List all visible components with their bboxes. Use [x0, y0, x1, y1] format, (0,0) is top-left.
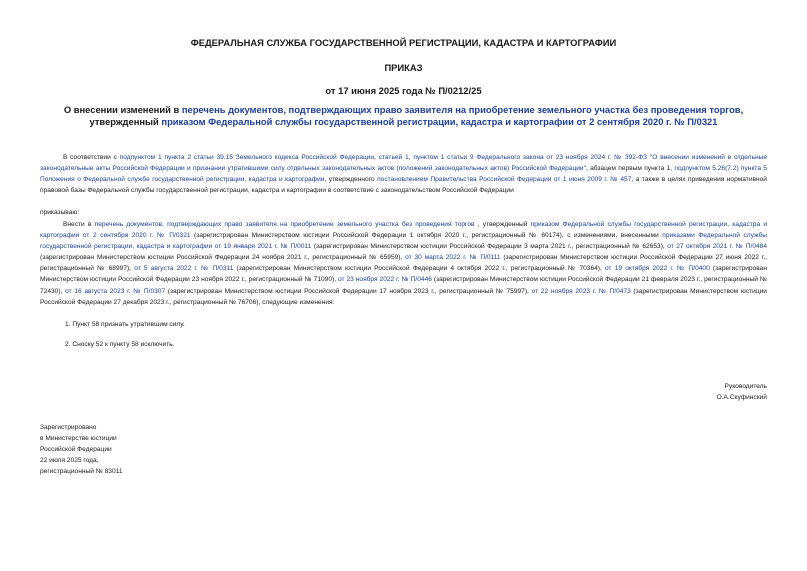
- signature-block: [717, 381, 767, 403]
- paragraph-text: В соответствии с: [63, 154, 120, 161]
- legal-reference-link[interactable]: от 19 октября 2022 г. № П/0400: [604, 265, 710, 273]
- doc-date-number: от 17 июня 2025 года № П/0212/25: [325, 85, 482, 96]
- title-text: , утвержденный: [89, 104, 744, 127]
- registration-block: [40, 422, 123, 477]
- paragraph-text: ,: [374, 154, 379, 161]
- legal-reference-link[interactable]: статьей 1: [378, 154, 409, 161]
- amendment-paragraph: [40, 219, 767, 308]
- legal-reference-link[interactable]: подпунктом 5.26(7.2) пункта 5 Положения о Федеральной службе государственной регистрации, кадастра и картографии: [40, 165, 767, 184]
- agency-name: ФЕДЕРАЛЬНАЯ СЛУЖБА ГОСУДАРСТВЕННОЙ РЕГИСТРАЦИИ, КАДАСТРА И КАРТОГРАФИИ: [190, 37, 617, 48]
- registration-line: в Министерстве юстиции: [40, 435, 117, 443]
- doc-title: [40, 104, 767, 127]
- legal-reference-link[interactable]: перечень документов, подтверждающих право заявителя на приобретение земельного участка без проведения торгов: [94, 221, 475, 228]
- paragraph-text: (зарегистрирован Министерством юстиции Российской Федерации 24 ноября 2021 г., регистрационный № 65959),: [40, 254, 406, 262]
- paragraph-text: , утвержденный: [474, 221, 531, 228]
- paragraph-text: Внести в: [63, 221, 95, 228]
- legal-reference-link[interactable]: от 5 августа 2022 г. № П/0311: [134, 265, 234, 273]
- legal-reference-link[interactable]: от 27 октября 2021 г. № П/0484: [667, 243, 767, 251]
- paragraph-text: (зарегистрирован Министерством юстиции Российской Федерации 1 октября 2020 г., регистрационный № 60174), с изменениями, внесенными: [190, 232, 663, 240]
- signatory-name: О.А.Скуфинский: [716, 394, 767, 402]
- legal-reference-link[interactable]: пунктом 1 статьи 9 Федерального закона от 23 ноября 2024 г. № 392-ФЗ "О внесении изменений в отдельные законодательные акты Российской Федерации и признании утратившими силу отдельных законодательных актов (положений законодательных актов) Российской Федерации": [40, 154, 768, 173]
- legal-reference-link[interactable]: приказами Федеральной службы государственной регистрации, кадастра и картографии от 19 января 2021 г. № П/0011: [40, 232, 767, 251]
- legal-reference-link[interactable]: от 16 августа 2023 г. № П/0307: [65, 287, 166, 295]
- paragraph-text: , а также в целях приведения нормативной правовой базы Федеральной службы государственной регистрации, кадастра и картографии в соответствие с законодательством Российской Федерации: [40, 176, 767, 195]
- registration-line: Российской Федерации: [40, 446, 112, 454]
- paragraph-text: (зарегистрирован Министерством юстиции Российской Федерации 23 ноября 2022 г., регистрационный № 71090),: [40, 265, 767, 284]
- prikazyvayu-text: приказываю:: [40, 209, 80, 216]
- paragraph-text: (зарегистрирован Министерством юстиции Российской Федерации 17 ноября 2023 г., регистрационный № 75997),: [165, 287, 532, 295]
- paragraph-text: , утвержденного: [324, 176, 378, 184]
- title-link-prikaz[interactable]: приказом Федеральной службы государственной регистрации, кадастра и картографии от 2 сентября 2020 г. № П/0321: [161, 115, 718, 127]
- title-text: О внесении изменений в: [63, 104, 182, 115]
- legal-reference-link[interactable]: постановлением Правительства Российской Федерации от 1 июня 2009 г. № 457: [377, 176, 632, 184]
- paragraph-text: (зарегистрирован Министерством юстиции Российской Федерации 21 февраля 2023 г., регистрационный № 72430),: [40, 276, 767, 295]
- legal-reference-link[interactable]: от 30 марта 2022 г. № П/0111: [405, 254, 501, 262]
- list-item: 1. Пункт 58 признать утратившим силу.: [65, 321, 185, 328]
- legal-reference-link[interactable]: от 23 ноября 2022 г. № П/0446: [337, 276, 432, 284]
- preamble-paragraph: [40, 152, 767, 196]
- paragraph-text: ,: [408, 154, 414, 161]
- list-item: 2. Сноску 52 к пункту 58 исключить.: [65, 341, 175, 348]
- registration-line: Зарегистрировано: [40, 424, 97, 431]
- paragraph-text: (зарегистрирован Министерством юстиции Российской Федерации 3 марта 2021 г., регистрационный № 62653),: [311, 243, 668, 251]
- title-link-perechen[interactable]: перечень документов, подтверждающих право заявителя на приобретение земельного участка без проведения торгов: [181, 104, 741, 115]
- legal-reference-link[interactable]: от 22 ноября 2023 г. № П/0473: [531, 287, 631, 295]
- paragraph-text: (зарегистрирован Министерством юстиции Российской Федерации 27 июня 2022 г., регистрационный № 68997),: [40, 254, 767, 273]
- paragraph-text: (зарегистрирован Министерством юстиции Российской Федерации 4 октября 2022 г., регистрационный № 70364),: [233, 265, 605, 273]
- doc-type: ПРИКАЗ: [384, 62, 423, 73]
- signatory-position: Руководитель: [724, 383, 767, 390]
- legal-reference-link[interactable]: приказом Федеральной службы государственной регистрации, кадастра и картографии от 2 сентября 2020 г. № П/0321: [40, 221, 768, 240]
- paragraph-text: (зарегистрирован Министерством юстиции Российской Федерации 27 декабря 2023 г., регистрационный № 76706), следующие изменения:: [40, 287, 767, 306]
- legal-reference-link[interactable]: подпунктом 1 пункта 2 статьи 39.15 Земельного кодекса Российской Федерации: [119, 154, 375, 161]
- registration-line: 22 июля 2025 года,: [40, 457, 99, 465]
- registration-line: регистрационный № 83011: [40, 468, 123, 476]
- paragraph-text: , абзацем первым пункта 1,: [585, 165, 675, 173]
